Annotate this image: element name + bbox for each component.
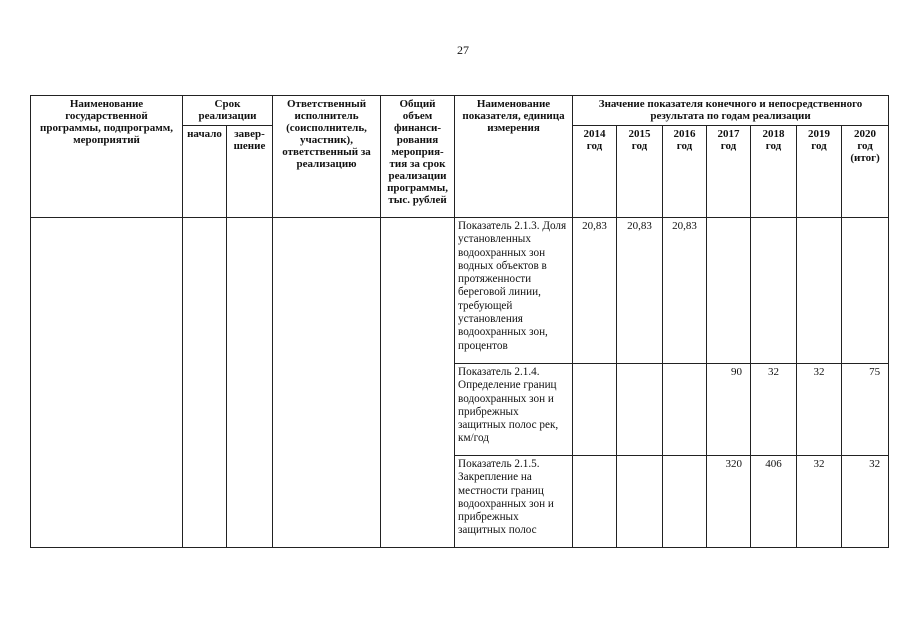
table-row xyxy=(31,218,889,364)
header-values: Значение показателя конечного и непосредственного результата по годам реализации xyxy=(573,96,889,126)
cell-program-name xyxy=(31,218,183,548)
header-year-2020: 2020 год (итог) xyxy=(842,126,889,218)
cell-period-end xyxy=(227,218,273,548)
header-volume: Общий объем финанси-рования мероприя-тия за срок реализации программы, тыс. рублей xyxy=(381,96,455,218)
header-year-2018: 2018 год xyxy=(751,126,797,218)
header-year-2014: 2014 год xyxy=(573,126,617,218)
value-cell: 320 xyxy=(707,456,751,548)
value-cell xyxy=(707,218,751,364)
header-year-2017: 2017 год xyxy=(707,126,751,218)
value-cell xyxy=(617,364,663,456)
value-cell: 20,83 xyxy=(617,218,663,364)
page-number: 27 xyxy=(457,43,469,57)
indicator-name: Показатель 2.1.3. Доля установленных водоохранных зон водных объектов в протяженности береговой линии, требующей установления водоохранных зон, процентов xyxy=(455,218,573,364)
header-indicator: Наименование показателя, единица измерения xyxy=(455,96,573,218)
indicator-name: Показатель 2.1.4. Определение границ водоохранных зон и прибрежных защитных полос рек, км/год xyxy=(455,364,573,456)
value-cell: 20,83 xyxy=(573,218,617,364)
header-program-name: Наименование государственной программы, подпрограмм, мероприятий xyxy=(31,96,183,218)
value-cell: 32 xyxy=(842,456,889,548)
header-year-2015: 2015 год xyxy=(617,126,663,218)
value-cell: 32 xyxy=(797,456,842,548)
value-cell xyxy=(797,218,842,364)
value-cell: 406 xyxy=(751,456,797,548)
value-cell: 32 xyxy=(751,364,797,456)
indicator-name: Показатель 2.1.5. Закрепление на местности границ водоохранных зон и прибрежных защитных полос xyxy=(455,456,573,548)
indicators-table xyxy=(30,95,889,548)
header-executor: Ответственный исполнитель (соисполнитель, участник), ответственный за реализацию xyxy=(273,96,381,218)
header-year-2019: 2019 год xyxy=(797,126,842,218)
header-period-end: завер-шение xyxy=(227,126,273,218)
value-cell: 90 xyxy=(707,364,751,456)
value-cell: 32 xyxy=(797,364,842,456)
value-cell xyxy=(751,218,797,364)
value-cell xyxy=(573,364,617,456)
cell-volume xyxy=(381,218,455,548)
value-cell xyxy=(842,218,889,364)
cell-executor xyxy=(273,218,381,548)
value-cell xyxy=(617,456,663,548)
value-cell xyxy=(573,456,617,548)
value-cell: 20,83 xyxy=(663,218,707,364)
cell-period-start xyxy=(183,218,227,548)
value-cell xyxy=(663,364,707,456)
value-cell: 75 xyxy=(842,364,889,456)
header-period-start: начало xyxy=(183,126,227,218)
header-year-2016: 2016 год xyxy=(663,126,707,218)
header-period: Срок реализации xyxy=(183,96,273,126)
value-cell xyxy=(663,456,707,548)
